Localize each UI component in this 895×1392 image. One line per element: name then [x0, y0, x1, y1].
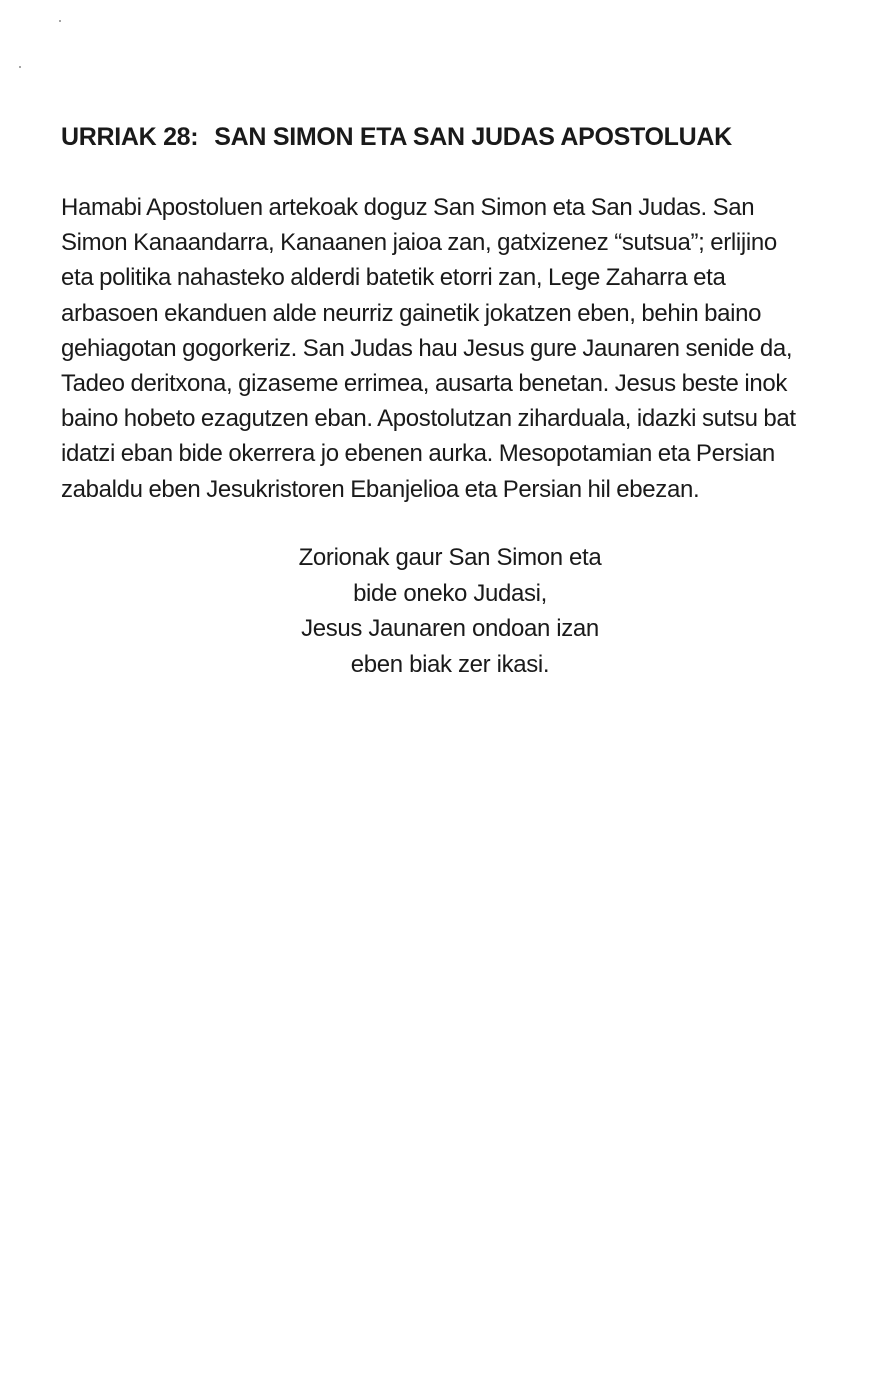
- page-heading: [61, 120, 861, 154]
- body-line: baino hobeto ezagutzen eban. Apostolutzan ziharduala, idazki sutsu bat: [61, 405, 796, 433]
- body-line: eta politika nahasteko alderdi batetik etorri zan, Lege Zaharra eta: [61, 264, 726, 292]
- body-line: Hamabi Apostoluen artekoak doguz San Simon eta San Judas. San: [61, 194, 755, 221]
- body-line: zabaldu eben Jesukristoren Ebanjelioa eta Persian hil ebezan.: [61, 475, 700, 503]
- verse-block: [250, 540, 650, 682]
- body-line: Tadeo deritxona, gizaseme errimea, ausarta benetan. Jesus beste inok: [61, 370, 787, 398]
- heading-title: SAN SIMON ETA SAN JUDAS APOSTOLUAK: [214, 123, 732, 151]
- body-paragraph: [61, 190, 841, 507]
- verse-line: bide oneko Judasi,: [353, 579, 547, 607]
- scan-speck: [19, 66, 21, 68]
- heading-date: URRIAK 28:: [61, 123, 199, 151]
- body-line: Simon Kanaandarra, Kanaanen jaioa zan, gatxizenez “sutsua”; erlijino: [61, 229, 777, 257]
- verse-line: Zorionak gaur San Simon eta: [298, 544, 602, 571]
- verse-line: Jesus Jaunaren ondoan izan: [301, 615, 599, 642]
- body-line: gehiagotan gogorkeriz. San Judas hau Jesus gure Jaunaren senide da,: [61, 334, 793, 362]
- body-line: arbasoen ekanduen alde neurriz gainetik jokatzen eben, behin baino: [61, 299, 762, 327]
- verse-line: eben biak zer ikasi.: [350, 650, 550, 678]
- body-line: idatzi eban bide okerrera jo ebenen aurka. Mesopotamian eta Persian: [61, 440, 775, 468]
- scan-speck: [59, 20, 61, 22]
